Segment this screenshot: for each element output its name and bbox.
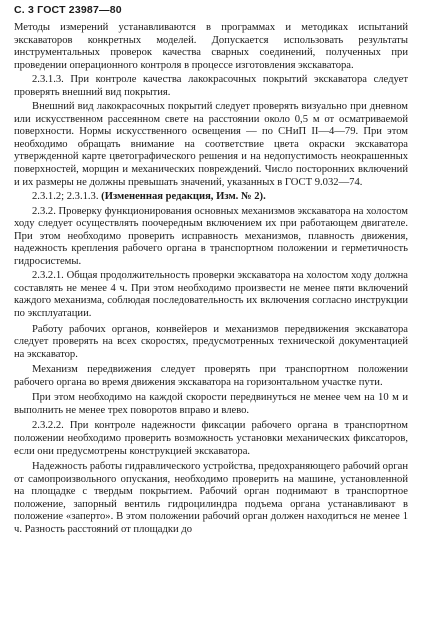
paragraph-working-organs: Работу рабочих органов, конвейеров и механизмов передвижения экскаватора следует проверять на всех скоростях, предусмотренных технической документацией на экскаватор. [14, 323, 408, 360]
paragraph-amendment-note [14, 191, 408, 204]
document-body [14, 22, 408, 538]
paragraph-hydraulic-device: Надежность работы гидравлического устройства, предохраняющего рабочий орган от самопроизвольного опускания, необходимо проверить на машине, установленной на площадке с твердым покрытием. Рабочий орган поднимают в транспортное положение, запорный вентиль гидроцилиндра подъема органа устанавливают в положение «заперто». В этом положении рабочий орган должен находиться не менее 1 ч. Разность расстояний от площадки до [14, 461, 408, 535]
paragraph-travel-distance: При этом необходимо на каждой скорости передвинуться не менее чем на 10 м и выполнить не менее трех поворотов вправо и влево. [14, 392, 408, 416]
page-header: С. 3 ГОСТ 23987—80 [14, 4, 122, 16]
paragraph-2-3-2-1: 2.3.2.1. Общая продолжительность проверки экскаватора на холостом ходу должна составлять не менее 4 ч. При этом необходимо произвести не менее пяти включений каждого механизма, соблюдая последовательность их включения согласно инструкции по эксплуатации. [14, 270, 408, 320]
paragraph-travel-mechanism: Механизм передвижения следует проверять при транспортном положении рабочего органа во время движения экскаватора на горизонтальном участке пути. [14, 364, 408, 388]
amendment-label: (Измененная редакция, Изм. № 2). [101, 191, 266, 203]
paragraph-2-3-2-2: 2.3.2.2. При контроле надежности фиксации рабочего органа в транспортном положении необходимо проверить возможность установки механических фиксаторов, если они предусмотрены конструкцией экскаватора. [14, 420, 408, 457]
paragraph-2-3-2: 2.3.2. Проверку функционирования основных механизмов экскаватора на холостом ходу следует осуществлять поочередным включением их при работающем двигателе. При этом необходимо проверить исправность механизмов, плавность движения, надежность крепления рабочего органа в транспортном положении и герметичность гидросистемы. [14, 205, 408, 267]
paragraph-methods: Методы измерений устанавливаются в программах и методиках испытаний экскаваторов конкретных моделей. Допускается использовать результаты инструментальных проверок качества сварных соединений, полученных при проведении операционного контроля в процессе изготовления экскаватора. [14, 22, 408, 71]
amendment-clauses: 2.3.1.2; 2.3.1.3. [32, 191, 99, 203]
paragraph-coating-appearance: Внешний вид лакокрасочных покрытий следует проверять визуально при дневном или искусственном рассеянном свете на расстоянии около 0,5 м от осматриваемой поверхности. Нормы искусственного освещения — по СНиП II—4—79. При этом необходимо обращать внимание на соответствие цвета окраски экскаватора утвержденной карте цветографического решения и на недопустимость неокрашенных поверхностей, морщин и механических повреждений. Число посторонних включений и их размеры не должны превышать значений, указанных в ГОСТ 9.032—74. [14, 101, 408, 188]
paragraph-2-3-1-3: 2.3.1.3. При контроле качества лакокрасочных покрытий экскаватора следует проверять внешний вид покрытия. [14, 74, 408, 98]
